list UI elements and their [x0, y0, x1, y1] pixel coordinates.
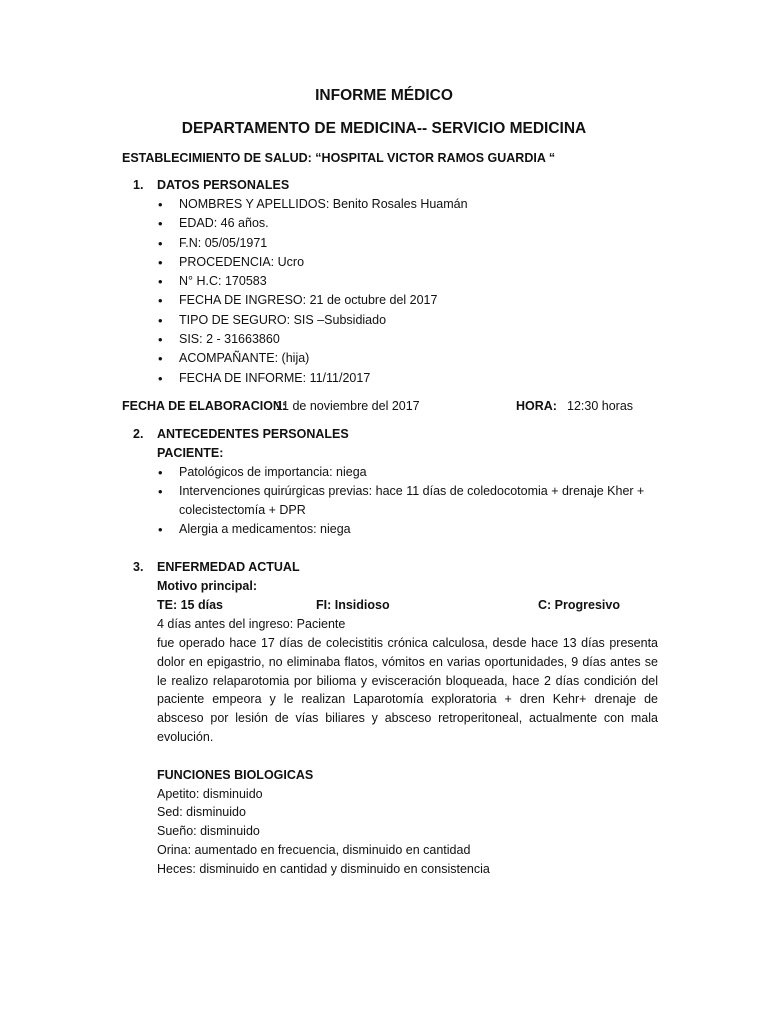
report-subtitle: DEPARTAMENTO DE MEDICINA-- SERVICIO MEDICINA [181, 120, 587, 137]
list-item: • NOMBRES Y APELLIDOS: Benito Rosales Huamán [157, 195, 468, 214]
elaboration-date-value: 11 de noviembre del 2017 [276, 399, 420, 413]
list-item: • FECHA DE INGRESO: 21 de octubre del 2017 [157, 291, 468, 310]
hour-label: HORA: [516, 399, 557, 413]
list-item: • Alergia a medicamentos: niega [157, 520, 659, 539]
elaboration-date-label: FECHA DE ELABORACION: [122, 399, 287, 413]
list-item: • PROCEDENCIA: Ucro [157, 253, 468, 272]
list-item: • EDAD: 46 años. [157, 214, 468, 233]
section-2-title: ANTECEDENTES PERSONALES [157, 427, 349, 441]
list-item: • Intervenciones quirúrgicas previas: hace 11 días de coledocotomia + drenaje Kher + colecistectomía + DPR [157, 482, 659, 520]
illness-narrative: fue operado hace 17 días de colecistitis crónica calculosa, desde hace 13 días presenta dolor en epigastrio, no eliminaba flatos, vómitos en varias oportunidades, 9 días antes se le realizo relaparotomia por bilioma y evisceración bloqueada, hace 2 días condición del paciente empeora y le realizan Laparotomía exploratoria + dren Kehr+ drenaje de absceso por lesión de vías biliares y absceso retroperitoneal, actualmente con mala evolución. [157, 636, 658, 744]
function-item: Heces: disminuido en cantidad y disminuido en consistencia [157, 862, 490, 876]
function-item: Orina: aumentado en frecuencia, disminuido en cantidad [157, 843, 471, 857]
function-item: Sueño: disminuido [157, 824, 260, 838]
te-value: TE: 15 días [157, 598, 223, 612]
antecedents-list [157, 463, 659, 540]
section-3-number: 3. [133, 560, 144, 574]
function-item: Apetito: disminuido [157, 787, 263, 801]
list-item: • SIS: 2 - 31663860 [157, 330, 468, 349]
section-1-number: 1. [133, 178, 144, 192]
list-item: • Patológicos de importancia: niega [157, 463, 659, 482]
function-item: Sed: disminuido [157, 805, 246, 819]
fi-value: FI: Insidioso [316, 598, 390, 612]
report-title: INFORME MÉDICO [315, 87, 453, 104]
section-3-title: ENFERMEDAD ACTUAL [157, 560, 300, 574]
main-reason-label: Motivo principal: [157, 579, 257, 593]
biological-functions-title: FUNCIONES BIOLOGICAS [157, 768, 314, 782]
list-item: • FECHA DE INFORME: 11/11/2017 [157, 369, 468, 388]
patient-label: PACIENTE: [157, 446, 224, 460]
health-establishment: ESTABLECIMIENTO DE SALUD: “HOSPITAL VICTOR RAMOS GUARDIA “ [122, 151, 556, 165]
list-item: • ACOMPAÑANTE: (hija) [157, 349, 468, 368]
list-item: • N° H.C: 170583 [157, 272, 468, 291]
section-1-title: DATOS PERSONALES [157, 178, 290, 192]
list-item: • F.N: 05/05/1971 [157, 234, 468, 253]
personal-data-list [157, 195, 468, 388]
hour-value: 12:30 horas [567, 399, 634, 413]
c-value: C: Progresivo [538, 598, 620, 612]
days-before-admission: 4 días antes del ingreso: Paciente [157, 617, 346, 631]
list-item: • TIPO DE SEGURO: SIS –Subsidiado [157, 311, 468, 330]
section-2-number: 2. [133, 427, 144, 441]
